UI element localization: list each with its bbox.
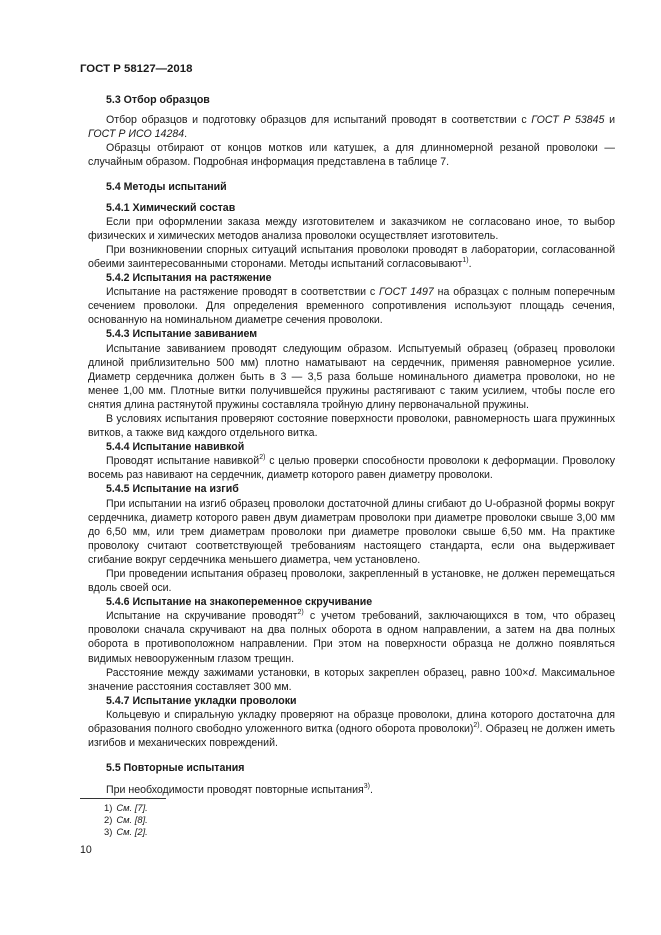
footnote-ref: 1) <box>462 256 469 264</box>
subsection-heading-5-4-5: 5.4.5 Испытание на изгиб <box>106 483 239 496</box>
footnote: 3) См. [2]. <box>104 826 148 837</box>
paragraph: Проводят испытание навивкой$^{2)}$ с целью проверки способности проволоки к деформации. Проволоку восемь раз навивают на сердечник, диаметр которого равен диаметру проволоки. <box>88 454 615 482</box>
paragraph: При испытании на изгиб образец проволоки достаточной длины сгибают до U-образной формы вокруг сердечника, диаметр которого равен двум диаметрам проволоки при диаметре проволоки свыше 3,00 мм до 6,50 мм, или трем диаметрам проволоки при диаметре проволоки свыше 6,50 мм. На практике проволоку считают соответствующей требованиям настоящего стандарта, если она выдерживает сгибание вокруг сердечника меньшего диаметра, чем установлено. <box>88 497 615 566</box>
footnotes <box>104 802 148 838</box>
subsection-heading-5-4-4: 5.4.4 Испытание навивкой <box>106 441 245 454</box>
footnote-ref: 2) <box>259 454 266 462</box>
footnote-divider <box>80 798 166 799</box>
subsection-heading-5-4-6: 5.4.6 Испытание на знакопеременное скручивание <box>106 596 373 609</box>
subsection-heading-5-4-2: 5.4.2 Испытания на растяжение <box>106 272 272 285</box>
document-body <box>88 93 615 797</box>
section-heading-5-4: 5.4 Методы испытаний <box>106 181 227 194</box>
subsection-heading-5-4-3: 5.4.3 Испытание завиванием <box>106 328 258 341</box>
footnote-ref: 2) <box>473 722 480 730</box>
paragraph: В условиях испытания проверяют состояние поверхности проволоки, равномерность шага пружинных витков, а также вид каждого отдельного витка. <box>88 412 615 440</box>
page-number: 10 <box>80 844 92 856</box>
footnote: 2) См. [8]. <box>104 814 148 825</box>
footnote: 1) См. [7]. <box>104 802 148 813</box>
paragraph: Испытание завиванием проводят следующим образом. Испытуемый образец (образец проволоки длиной приблизительно 500 мм) плотно наматывают на сердечник, применяя равномерное усилие. Диаметр сердечника должен быть в 3 — 3,5 раза больше номинального диаметра проволоки, но не менее 1,00 мм. Плотные витки получившейся пружины растягивают с таким усилием, чтобы после его снятия длина растянутой пружины составляла тройную длину первоначальной пружины. <box>88 342 615 411</box>
paragraph: Образцы отбирают от концов мотков или катушек, а для длинномерной резаной проволоки — случайным образом. Подробная информация представлена в таблице 7. <box>88 142 615 169</box>
section-heading-5-3: 5.3 Отбор образцов <box>106 94 210 106</box>
paragraph: Испытание на растяжение проводят в соответствии с ГОСТ 1497 на образцах с полным поперечным сечением проволоки. Для определения временного сопротивления используют площадь сечения, основанную на номинальном диаметре сечения проволоки. <box>88 286 616 327</box>
paragraph: Если при оформлении заказа между изготовителем и заказчиком не согласовано иное, то выбор физических и химических методов анализа проволоки осуществляет изготовитель. <box>88 215 615 242</box>
standard-reference: ГОСТ Р 53845 <box>531 114 605 127</box>
standard-reference: ГОСТ 1497 <box>378 286 434 299</box>
paragraph: При возникновении спорных ситуаций испытания проволоки проводят в лаборатории, согласованной обеими заинтересованными сторонами. Методы испытаний согласовывают$^{1)}$. <box>88 243 615 270</box>
section-heading-5-5: 5.5 Повторные испытания <box>106 762 245 775</box>
paragraph: При необходимости проводят повторные испытания$^{3)}$. <box>106 783 373 797</box>
variable: d <box>528 666 535 679</box>
paragraph: Отбор образцов и подготовку образцов для испытаний проводят в соответствии с ГОСТ Р 53845 и ГОСТ Р ИСО 14284. <box>88 114 615 141</box>
footnote-ref: 2) <box>297 609 304 617</box>
footnote-ref: 3) <box>363 783 371 791</box>
standard-reference: ГОСТ Р ИСО 14284 <box>88 128 185 141</box>
standard-header: ГОСТ Р 58127—2018 <box>80 63 193 75</box>
subsection-heading-5-4-1: 5.4.1 Химический состав <box>106 201 236 214</box>
subsection-heading-5-4-7: 5.4.7 Испытание укладки проволоки <box>106 694 297 707</box>
paragraph: Кольцевую и спиральную укладку проверяют на образце проволоки, длина которого достаточна для образования полного свободно уложенного витка (одного оборота проволоки)$^{2)}$. Образец не должен иметь изгибов и механических повреждений. <box>88 708 615 750</box>
paragraph: При проведении испытания образец проволоки, закрепленный в установке, не должен перемещаться вдоль своей оси. <box>88 568 615 595</box>
paragraph: Испытание на скручивание проводят$^{2)}$ с учетом требований, заключающихся в том, что образец проволоки сначала скручивают на два полных оборота в одном направлении, а затем на два полных оборота в противоположном направлении. При этом на поверхности образца не должно появляться видимых невооруженным глазом трещин. <box>88 609 616 665</box>
paragraph: Расстояние между зажимами установки, в которых закреплен образец, равно 100×d. Максимальное значение расстояния составляет 300 мм. <box>88 666 615 693</box>
